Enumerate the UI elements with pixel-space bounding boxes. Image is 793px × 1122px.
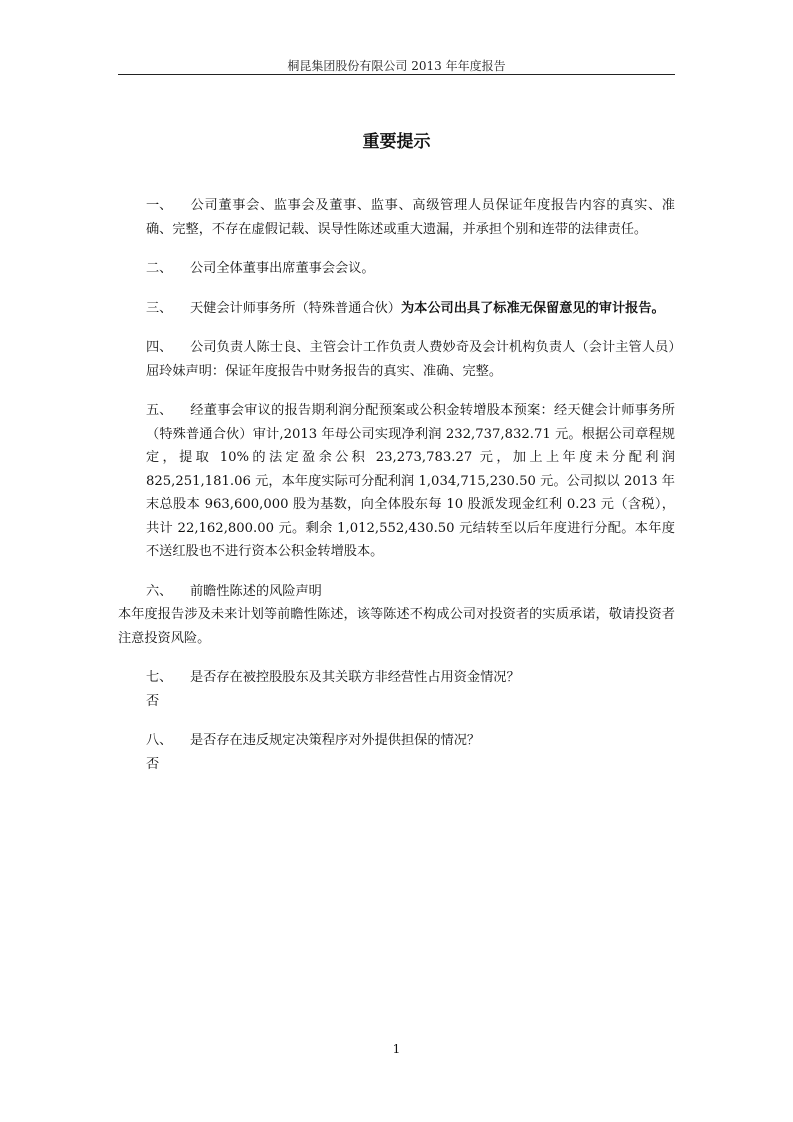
item-number: 六、 bbox=[146, 583, 173, 599]
item-text: 是否存在违反规定决策程序对外提供担保的情况？ bbox=[190, 733, 481, 748]
item-text: 经董事会审议的报告期利润分配预案或公积金转增股本预案：经天健会计师事务所（特殊普通合伙）审计,2013 年母公司实现净利润 232,737,832.71 元。根据公司章程规定，提取 10%的法定盈余公积 23,273,783.27 元，加上上年度未分配利润 825,251,181.06 元，本年度实际可分配利润 1,034,715,230.50 元。公司拟以 2013 年末总股本 963,600,000 股为基数，向全体股东每 10 股派发现金红利 0.23 元（含税），共计 22,162,800.00 元。剩余 1,012,552,430.50 元结转至以后年度进行分配。本年度不送红股也不进行资本公积金转增股本。 bbox=[146, 403, 675, 559]
running-header: 桐昆集团股份有限公司 2013 年年度报告 bbox=[287, 59, 506, 73]
item-number: 一、 bbox=[146, 198, 173, 213]
item-text: 是否存在被控股股东及其关联方非经营性占用资金情况？ bbox=[190, 670, 520, 685]
page-number: 1 bbox=[392, 1042, 401, 1056]
item-text: 公司董事会、监事会及董事、监事、高级管理人员保证年度报告内容的真实、准确、完整，不存在虚假记载、误导性陈述或重大遗漏，并承担个别和连带的法律责任。 bbox=[146, 198, 675, 237]
item-answer: 否 bbox=[146, 756, 160, 772]
item-text: 公司全体董事出席董事会会议。 bbox=[190, 261, 375, 276]
notice-item-3 bbox=[118, 297, 675, 321]
notice-item-6 bbox=[118, 580, 675, 651]
item-number: 七、 bbox=[146, 670, 173, 685]
notice-item-8 bbox=[118, 729, 675, 776]
notice-item-5 bbox=[118, 399, 675, 564]
item-number: 四、 bbox=[146, 340, 173, 355]
item-text: 天健会计师事务所（特殊普通合伙） bbox=[190, 300, 401, 316]
item-number: 五、 bbox=[146, 403, 173, 418]
header-divider bbox=[118, 74, 675, 75]
item-number: 二、 bbox=[146, 261, 173, 276]
page-title: 重要提示 bbox=[362, 132, 431, 152]
item-answer: 否 bbox=[146, 693, 160, 709]
notice-body bbox=[118, 194, 675, 792]
item-text: 公司负责人陈士良、主管会计工作负责人费妙奇及会计机构负责人（会计主管人员）屈玲妹声明：保证年度报告中财务报告的真实、准确、完整。 bbox=[146, 340, 675, 379]
item-bold-text: 为本公司出具了标准无保留意见的审计报告。 bbox=[401, 300, 665, 316]
notice-item-4 bbox=[118, 336, 675, 383]
item-text: 前瞻性陈述的风险声明 bbox=[190, 583, 322, 599]
item-extra-text: 本年度报告涉及未来计划等前瞻性陈述，该等陈述不构成公司对投资者的实质承诺，敬请投资者注意投资风险。 bbox=[118, 607, 675, 646]
item-number: 八、 bbox=[146, 733, 173, 748]
notice-item-1 bbox=[118, 194, 675, 241]
notice-item-2 bbox=[118, 257, 675, 281]
notice-item-7 bbox=[118, 666, 675, 713]
item-number: 三、 bbox=[146, 300, 173, 316]
